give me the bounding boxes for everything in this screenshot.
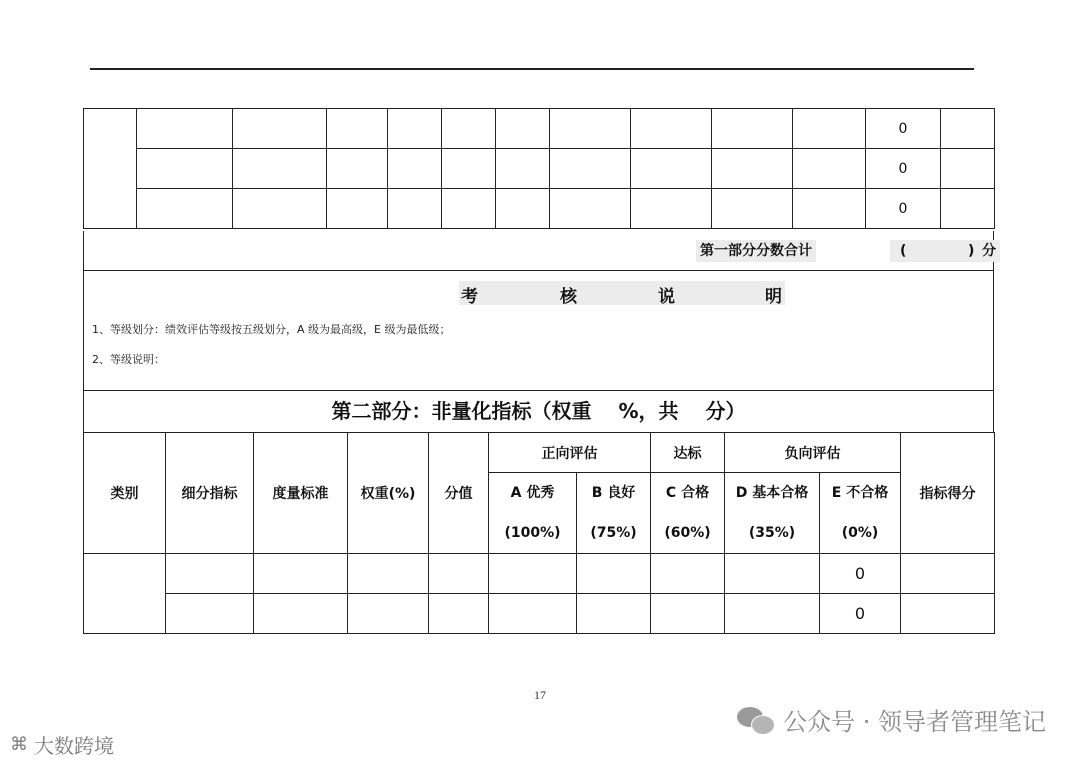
header-category: 类别: [84, 433, 166, 554]
part2-table: [83, 432, 995, 634]
grade-e-cell: 0: [820, 554, 901, 594]
subtotal-unit: 分: [982, 243, 996, 259]
grade-c: C 合格 (60%): [651, 473, 725, 554]
subtotal-value: [890, 240, 1000, 262]
category-cell: [84, 109, 137, 229]
page-number: 17: [534, 688, 546, 702]
header-score-value: 分值: [429, 433, 489, 554]
header-negative: 负向评估: [725, 433, 901, 473]
notes-title-char: 说: [658, 287, 675, 307]
header-standard: 度量标准: [254, 433, 348, 554]
header-weight: 权重(%): [348, 433, 429, 554]
brand-watermark-text: 大数跨境: [34, 734, 114, 758]
subtotal-close-paren: ): [968, 243, 975, 259]
notes-title-char: 考: [461, 287, 478, 307]
score-cell: 0: [866, 189, 941, 229]
assessment-notes: [83, 271, 994, 391]
category-cell: [84, 554, 166, 634]
wechat-watermark: [737, 702, 1046, 737]
part1-subtotal-row: [83, 231, 994, 271]
wechat-watermark-text: 公众号 · 领导者管理笔记: [783, 708, 1046, 736]
grade-e-cell: 0: [820, 594, 901, 634]
score-cell: 0: [866, 109, 941, 149]
table-row: [84, 149, 995, 189]
wechat-icon: [737, 705, 775, 735]
score-cell: 0: [866, 149, 941, 189]
brand-watermark: [10, 730, 114, 759]
grade-a: A 优秀 (100%): [489, 473, 577, 554]
note-line-1: 1、等级划分：绩效评估等级按五级划分，A 级为最高级，E 级为最低级；: [92, 323, 451, 336]
notes-title-char: 核: [560, 287, 577, 307]
part1-table: [83, 108, 995, 229]
grade-d: D 基本合格 (35%): [725, 473, 820, 554]
grade-b: B 良好 (75%): [577, 473, 651, 554]
table-row: [84, 554, 995, 594]
grade-e: E 不合格 (0%): [820, 473, 901, 554]
subtotal-open-paren: (: [900, 243, 907, 259]
notes-title: [459, 281, 785, 305]
table-row: [84, 594, 995, 634]
header-sub-indicator: 细分指标: [166, 433, 254, 554]
table-row: [84, 109, 995, 149]
header-row: [84, 433, 995, 473]
notes-title-char: 明: [765, 287, 782, 307]
header-rule: [90, 68, 974, 70]
note-line-2: 2、等级说明：: [92, 353, 165, 366]
table-row: [84, 189, 995, 229]
part2-title: 第二部分：非量化指标（权重 %，共 分）: [83, 391, 994, 433]
brand-logo-icon: ⌘: [10, 734, 28, 755]
header-positive: 正向评估: [489, 433, 651, 473]
header-meets: 达标: [651, 433, 725, 473]
subtotal-label: 第一部分分数合计: [696, 240, 816, 262]
header-indicator-score: 指标得分: [901, 433, 995, 554]
